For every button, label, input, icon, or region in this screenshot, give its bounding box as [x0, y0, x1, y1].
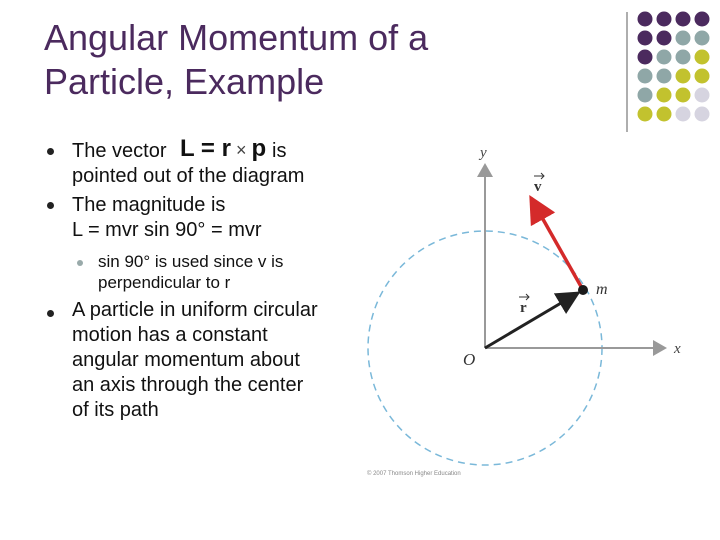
formula-eq: =	[194, 135, 222, 162]
copyright-text: © 2007 Thomson Higher Education	[367, 471, 461, 477]
origin-label: O	[463, 350, 476, 369]
particle	[578, 285, 588, 295]
bullet-2-line-1: The magnitude is	[72, 194, 226, 216]
bullet-1-text-b: is	[272, 140, 287, 162]
bullet-3-line-4: an axis through the center	[72, 374, 304, 396]
formula-L: L	[180, 135, 195, 162]
formula-r: r	[221, 135, 231, 162]
velocity-label: v	[534, 179, 542, 195]
bullet-1-line-2: pointed out of the diagram	[72, 165, 305, 187]
y-axis-label: y	[480, 145, 487, 161]
bullet-3-line-5: of its path	[72, 399, 159, 421]
position-label: r	[520, 300, 527, 316]
formula-cross: ×	[230, 140, 252, 160]
bullet-1-text-a: The vector	[72, 140, 167, 162]
sub-bullet-line-2: perpendicular to r	[98, 273, 231, 292]
bullet-2-line-2: L = mvr sin 90° = mvr	[72, 219, 262, 241]
bullet-3-line-2: motion has a constant	[72, 324, 268, 346]
position-vector	[485, 293, 578, 348]
mass-label: m	[596, 281, 608, 298]
formula-p: p	[251, 135, 267, 162]
bullet-3-line-3: angular momentum about	[72, 349, 300, 371]
title-line-2: Particle, Example	[44, 61, 325, 102]
bullet-3-line-1: A particle in uniform circular	[72, 299, 318, 321]
title-line-1: Angular Momentum of a	[44, 17, 429, 58]
sub-bullet-line-1: sin 90° is used since v is	[98, 252, 284, 271]
x-axis-label: x	[674, 341, 681, 357]
